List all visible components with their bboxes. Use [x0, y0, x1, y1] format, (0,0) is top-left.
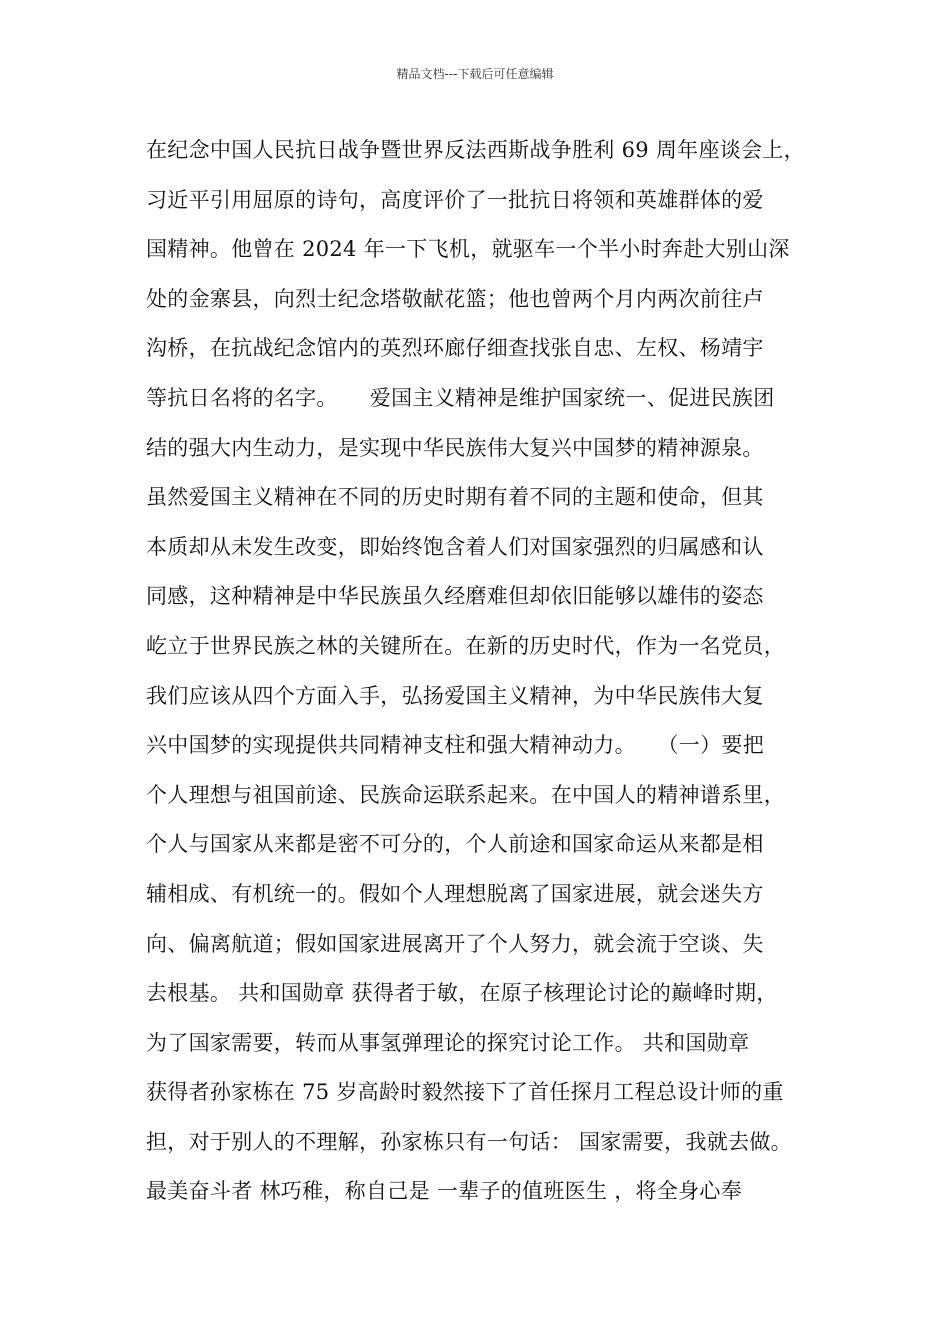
text-line: 沟桥，在抗战纪念馆内的英烈环廊仔细查找张自忠、左权、杨靖宇: [146, 336, 764, 361]
text-line: 担，对于别人的不理解，孙家栋只有一句话： 国家需要，我就去做。: [146, 1129, 792, 1154]
text-line: 最美奋斗者 林巧稚，称自己是 一辈子的值班医生 ，将全身心奉: [146, 1179, 743, 1204]
text-line: 国精神。他曾在 2024 年一下飞机，就驱车一个半小时奔赴大别山深: [146, 237, 790, 262]
text-line: 获得者孙家栋在 75 岁高龄时毅然接下了首任探月工程总设计师的重: [146, 1080, 784, 1105]
text-line: 辅相成、有机统一的。假如个人理想脱离了国家进展，就会迷失方: [146, 881, 764, 906]
page-header: 精品文档---下载后可任意编辑: [396, 67, 554, 81]
text-line: 屹立于世界民族之林的关键所在。在新的历史时代，作为一名党员，: [146, 633, 785, 658]
text-line: 去根基。 共和国勋章 获得者于敏，在原子核理论讨论的巅峰时期，: [146, 981, 778, 1006]
document-body: [146, 130, 836, 1221]
text-line: 同感，这种精神是中华民族虽久经磨难但却依旧能够以雄伟的姿态: [146, 584, 764, 609]
text-line: 个人与国家从来都是密不可分的，个人前途和国家命运从来都是相: [146, 832, 764, 857]
text-line: 为了国家需要，转而从事氢弹理论的探究讨论工作。 共和国勋章: [146, 1030, 750, 1055]
text-line: 个人理想与祖国前途、民族命运联系起来。在中国人的精神谱系里，: [146, 782, 785, 807]
text-line: 兴中国梦的实现提供共同精神支柱和强大精神动力。 （一）要把: [146, 733, 764, 758]
text-line: 结的强大内生动力，是实现中华民族伟大复兴中国梦的精神源泉。: [146, 435, 764, 460]
text-line: 虽然爱国主义精神在不同的历史时期有着不同的主题和使命，但其: [146, 485, 764, 510]
text-line: 我们应该从四个方面入手，弘扬爱国主义精神，为中华民族伟大复: [146, 683, 764, 708]
text-line: 本质却从未发生改变，即始终饱含着人们对国家强烈的归属感和认: [146, 534, 764, 559]
text-line: 等抗日名将的名字。 爱国主义精神是维护国家统一、促进民族团: [146, 385, 775, 410]
text-line: 处的金寨县，向烈士纪念塔敬献花篮；他也曾两个月内两次前往卢: [146, 286, 764, 311]
text-line: 向、偏离航道；假如国家进展离开了个人努力，就会流于空谈、失: [146, 931, 764, 956]
text-line: 在纪念中国人民抗日战争暨世界反法西斯战争胜利 69 周年座谈会上，: [146, 138, 805, 162]
text-line: 习近平引用屈原的诗句，高度评价了一批抗日将领和英雄群体的爱: [146, 187, 764, 212]
